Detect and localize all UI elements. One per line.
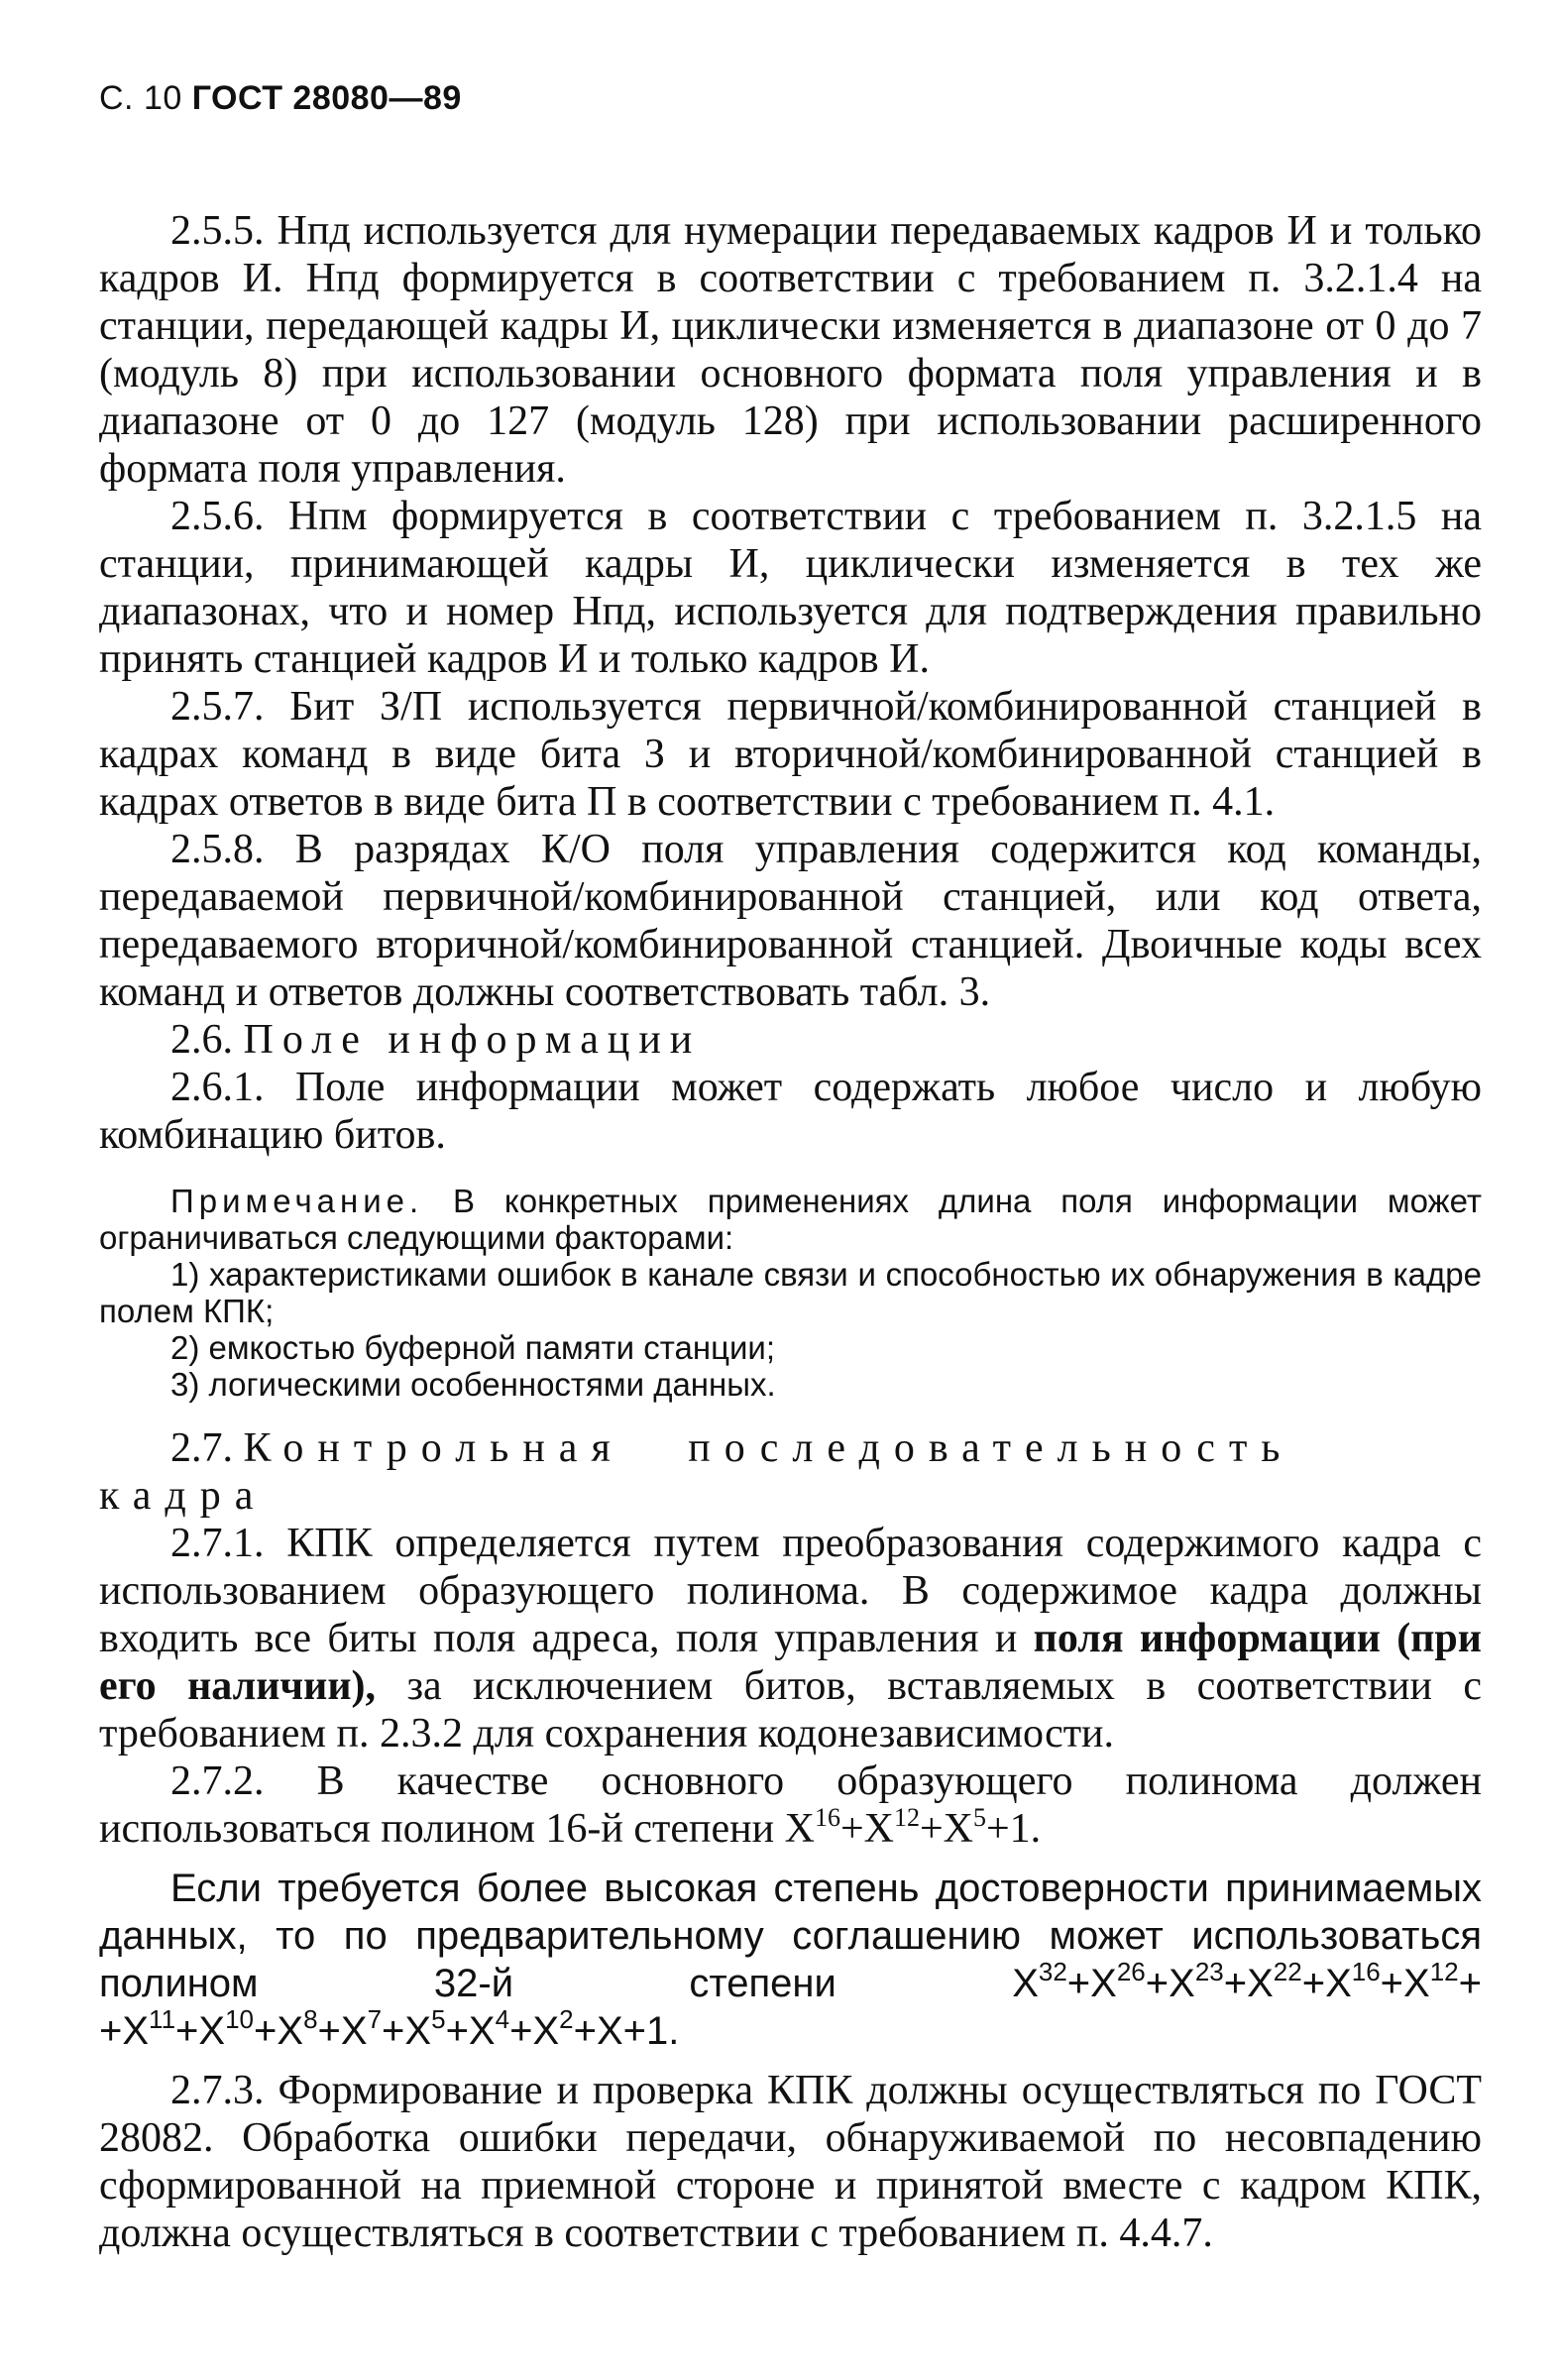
polynomial-term: +X+1. bbox=[573, 2009, 680, 2053]
polynomial-term: +X bbox=[382, 2009, 432, 2053]
polynomial-exponent: 12 bbox=[1429, 1957, 1459, 1986]
polynomial-term: +X bbox=[254, 2009, 304, 2053]
document-page bbox=[99, 79, 1482, 2257]
section-2-7-number: 2.7. bbox=[170, 1425, 233, 1471]
polynomial-term: +1. bbox=[986, 1806, 1042, 1852]
polynomial-16 bbox=[784, 1803, 1042, 1852]
polynomial-exponent: 23 bbox=[1194, 1957, 1224, 1986]
polynomial-exponent: 16 bbox=[1351, 1957, 1381, 1986]
page-number: С. 10 bbox=[99, 79, 182, 117]
polynomial-term: +X bbox=[445, 2009, 496, 2053]
note-item: 1) характеристиками ошибок в канале связи и способностью их обнаружения в кадре полем КПК; bbox=[99, 1256, 1482, 1329]
polynomial-term: +X bbox=[839, 1806, 894, 1852]
paragraph-2-7-2-text: 2.7.2. В качестве основного образующего полинома должен использоваться полином 16-й степени bbox=[99, 1758, 1482, 1852]
polynomial-exponent: 5 bbox=[431, 2004, 446, 2034]
polynomial-exponent: 26 bbox=[1116, 1957, 1146, 1986]
paragraph-2-7-1 bbox=[99, 1520, 1482, 1757]
note-item: 2) емкостью буферной памяти станции; bbox=[170, 1329, 776, 1366]
polynomial-exponent: 8 bbox=[303, 2004, 318, 2034]
paragraph-2-5-7: 2.5.7. Бит З/П используется первичной/комбинированной станцией в кадрах команд в виде бита З и вторичной/комбинированной станцией в кадрах ответов в виде бита П в соответствии с требованием п. 4.1. bbox=[99, 684, 1482, 825]
paragraph-2-6-1: 2.6.1. Поле информации может содержать любое число и любую комбинацию битов. bbox=[99, 1065, 1482, 1158]
polynomial-exponent: 4 bbox=[495, 2004, 510, 2034]
paragraph-2-7-3: 2.7.3. Формирование и проверка КПК должны осуществляться по ГОСТ 28082. Обработка ошибки передачи, обнаруживаемой по несовпадению сформированной на приемной стороне и принятой вместе с кадром КПК, должна осуществляться в соответствии с требованием п. 4.4.7. bbox=[99, 2068, 1482, 2256]
polynomial-exponent: 22 bbox=[1273, 1957, 1302, 1986]
section-2-6-number: 2.6. bbox=[170, 1017, 233, 1063]
polynomial-exponent: 32 bbox=[1038, 1957, 1067, 1986]
paragraph-2-5-6: 2.5.6. Нпм формируется в соответствии с требованием п. 3.2.1.5 на станции, принимающей кадры И, циклически изменяется в тех же диапазонах, что и номер Нпд, используется для подтверждения правильно принять станцией кадров И и только кадров И. bbox=[99, 494, 1482, 682]
polynomial-term: + +X bbox=[99, 1962, 1482, 2053]
polynomial-term: +X bbox=[1223, 1962, 1274, 2005]
paragraph-2-7-2 bbox=[99, 1757, 1482, 1853]
note-block bbox=[99, 1183, 1482, 1403]
paragraph-2-7-2b-text: Если требуется более высокая степень достоверности принимаемых данных, то по предварительному соглашению может использоваться полином 32-й степени bbox=[99, 1867, 1482, 2005]
note-label: Примечание. bbox=[170, 1183, 424, 1219]
polynomial-term: X bbox=[1012, 1962, 1039, 2005]
polynomial-exponent: 2 bbox=[559, 2004, 574, 2034]
section-2-7-title: Контрольная последовательность кадра bbox=[99, 1425, 1294, 1519]
paragraph-2-5-5: 2.5.5. Нпд используется для нумерации передаваемых кадров И и только кадров И. Нпд формируется в соответствии с требованием п. 3.2.1.4 на станции, передающей кадры И, циклически изменяется в диапазоне от 0 до 7 (модуль 8) при использовании основного формата поля управления и в диапазоне от 0 до 127 (модуль 128) при использовании расширенного формата поля управления. bbox=[99, 208, 1482, 492]
polynomial-term: +X bbox=[1380, 1962, 1430, 2005]
polynomial-term: X bbox=[784, 1806, 815, 1852]
paragraph-2-7-2-continued bbox=[99, 1865, 1482, 2055]
polynomial-term: +X bbox=[1301, 1962, 1352, 2005]
section-2-6-heading bbox=[99, 1016, 1482, 1064]
note-item: 3) логическими особенностями данных. bbox=[170, 1366, 776, 1403]
polynomial-exponent: 7 bbox=[367, 2004, 383, 2034]
note-intro bbox=[99, 1183, 1482, 1256]
polynomial-exponent: 10 bbox=[225, 2004, 255, 2034]
paragraph-2-5-8: 2.5.8. В разрядах К/О поля управления содержится код команды, передаваемой первичной/комбинированной станцией, или код ответа, передаваемого вторичной/комбинированной станцией. Двоичные коды всех команд и ответов должны соответствовать табл. 3. bbox=[99, 827, 1482, 1015]
polynomial-term: +X bbox=[1145, 1962, 1195, 2005]
standard-title: ГОСТ 28080—89 bbox=[191, 79, 462, 117]
polynomial-term: +X bbox=[317, 2009, 368, 2053]
polynomial-term: +X bbox=[1066, 1962, 1117, 2005]
polynomial-term: +X bbox=[175, 2009, 226, 2053]
page-header bbox=[99, 79, 1482, 118]
note-text: В конкретных применениях длина поля информации может ограничиваться следующими факторами: bbox=[99, 1183, 1483, 1256]
polynomial-term: +X bbox=[509, 2009, 560, 2053]
polynomial-exponent: 12 bbox=[893, 1803, 920, 1832]
section-2-6-title: Поле информации bbox=[243, 1017, 702, 1063]
polynomial-exponent: 16 bbox=[814, 1803, 840, 1832]
polynomial-exponent: 11 bbox=[149, 2004, 176, 2034]
paragraph-2-7-1-part-b: за исключением битов, вставляемых в соответствии с требованием п. 2.3.2 для сохранения кодонезависимости. bbox=[99, 1663, 1482, 1757]
paragraph-2-7-1-bold: поля информации (при его наличии), bbox=[99, 1616, 1482, 1709]
section-2-7-heading bbox=[99, 1424, 1482, 1520]
paragraph-2-7-1-part-a: 2.7.1. КПК определяется путем преобразования содержимого кадра с использованием образующего полинома. В содержимое кадра должны входить все биты поля адреса, поля управления и bbox=[99, 1521, 1482, 1661]
polynomial-term: +X bbox=[919, 1806, 973, 1852]
polynomial-exponent: 5 bbox=[973, 1803, 986, 1832]
